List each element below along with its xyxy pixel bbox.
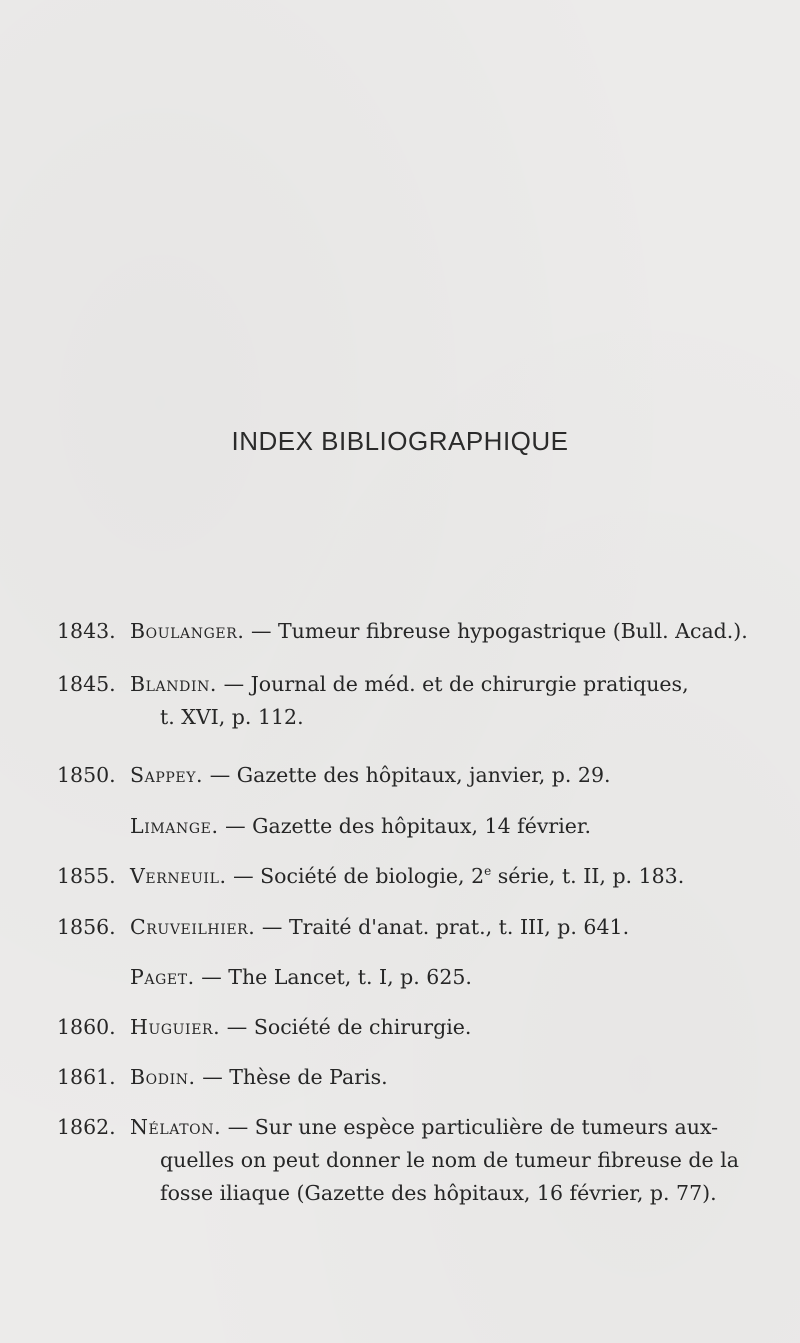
entry-continuation: fosse iliaque (Gazette des hôpitaux, 16 février, p. 77). (160, 1181, 717, 1205)
entry-author: Cruveilhier. (130, 915, 256, 939)
entry-reference: — Gazette des hôpitaux, 14 février. (218, 814, 591, 838)
entry-reference: — Sur une espèce particulière de tumeurs aux- (221, 1115, 719, 1139)
entry-author: Blandin. (130, 672, 218, 696)
entry-year: 1861. (57, 1065, 116, 1089)
entry-reference: — Société de biologie, 2 (226, 864, 485, 888)
entry-reference: — Gazette des hôpitaux, janvier, p. 29. (203, 763, 611, 787)
entry-author: Bodin. (130, 1065, 196, 1089)
entry-reference: — Traité d'anat. prat., t. III, p. 641. (255, 915, 630, 939)
entry-year: 1860. (57, 1015, 116, 1039)
entry-reference-end: série, t. II, p. 183. (491, 864, 685, 888)
entry-year: 1862. (57, 1115, 116, 1139)
entry-reference: — Société de chirurgie. (220, 1015, 472, 1039)
entry-author: Boulanger. (130, 619, 245, 643)
entry-year: 1856. (57, 915, 116, 939)
entry-author: Huguier. (130, 1015, 221, 1039)
entry-continuation: quelles on peut donner le nom de tumeur fibreuse de la (160, 1148, 739, 1172)
entry-author: Sappey. (130, 763, 204, 787)
page-title: INDEX BIBLIOGRAPHIQUE (231, 426, 569, 456)
superscript: e (484, 864, 492, 879)
entry-author: Nélaton. (130, 1115, 222, 1139)
entry-author: Limange. (130, 814, 219, 838)
entry-author: Verneuil. (130, 864, 227, 888)
entry-year: 1845. (57, 672, 116, 696)
entry-year: 1843. (57, 619, 116, 643)
entry-reference: — Journal de méd. et de chirurgie pratiques, (217, 672, 689, 696)
entry-year: 1855. (57, 864, 116, 888)
entry-continuation: t. XVI, p. 112. (160, 705, 304, 729)
entry-reference: — The Lancet, t. I, p. 625. (194, 965, 472, 989)
entry-reference: — Tumeur fibreuse hypogastrique (Bull. Acad.). (244, 619, 748, 643)
entry-year: 1850. (57, 763, 116, 787)
entry-author: Paget. (130, 965, 195, 989)
entry-reference: — Thèse de Paris. (195, 1065, 388, 1089)
